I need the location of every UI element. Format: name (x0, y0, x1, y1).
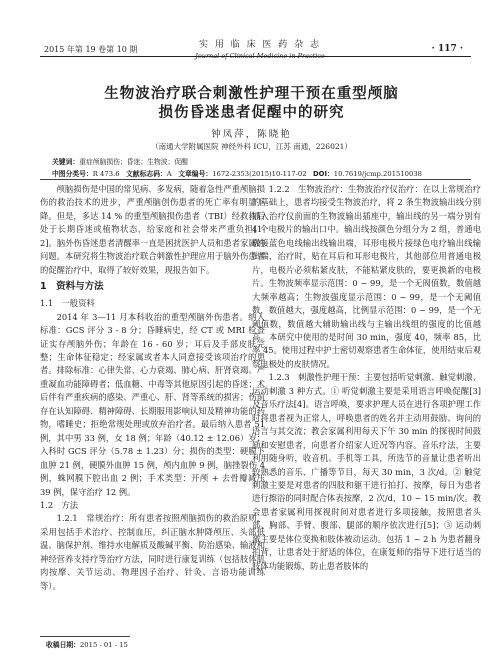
section-title: 1 资料与方法 (40, 281, 104, 293)
received-label: 收稿日期： (46, 641, 80, 649)
header-divider (40, 56, 471, 57)
article-no-label: 文章编号： (178, 170, 213, 178)
doi: 10.7619/jcmp.201510038 (333, 170, 422, 178)
classification-line (52, 168, 422, 178)
journal-name-cn: 实 用 临 床 医 药 杂 志 (198, 40, 322, 50)
intro-paragraph: 颅脑损伤是中国的常见病、多发病，随着急性严重颅脑损伤的救治技术的进步，严重颅脑创伤患者的死亡率有明显下降。但是，多达 14 % 的重型颅脑损伤患者（TBI）经救救后处于长期昏迷或植物状态，给家庭和社会带来严重负担[1-2]。脑外伤昏迷患者清醒率一直是困扰医护人员和患者家属的问题。本研究将生物波治疗联合刺激性护理应用于脑外伤患者的促醒治疗中，取得了较好效果，现报告如下。 (40, 184, 265, 275)
affiliation: （南通大学附属医院 神经外科 ICU，江苏 南通，226021） (151, 142, 352, 151)
subsection-title: 1.1 一般资料 (40, 298, 95, 309)
subsection-title: 1.2 方法 (40, 499, 79, 510)
keywords: 重症颅脑损伤；昏迷；生物波；促醒 (79, 158, 188, 166)
article-title-line1: 生物波治疗联合刺激性护理干预在重型颅脑 (104, 86, 399, 102)
doc-code-label: 文献标志码： (126, 170, 167, 178)
doi-label: DOI： (313, 170, 334, 178)
received-value: 2015 - 01 - 15 (79, 641, 128, 649)
received-date (46, 639, 128, 649)
paragraph-routine-treatment: 1.2.1 常规治疗：所有患者按照颅脑损伤的救治原则，采用包括手术治疗、控制血压，纠正脑水肿降颅压、头部低温、脑保护剂、维持水电解质及酸碱平衡、防治感染、输液和神经营养支持疗等治疗方法，同时进行康复训练（包括肢体肌肉按摩、关节运动、物理因子治疗、针灸、言语功能训练等）。 (40, 513, 265, 591)
authors: 钟凤萍，陈晓艳 (211, 129, 292, 140)
right-column (252, 183, 481, 573)
issue-info: 2015 年第 19 卷第 10 期 (44, 45, 138, 54)
page-number: · 117 · (431, 44, 463, 54)
journal-name-en: Journal of Clinical Medicine in Practice (195, 52, 325, 60)
meta-divider (40, 179, 471, 180)
paragraph-stimulation-nursing: 1.2.3 刺激性护理干预：主要包括听觉刺激、触觉刺激、运动刺激 3 种方式。① 听觉刺激主要是采用语言呼唤促醒[3]及音乐疗法[4]。语言呼唤，要求护理人员在进行各项护理工作时将患者视为正常人，呼唤患者的姓名并主动用鼓励、询问的语言与其交流；教会家属利用每天下午 30 min 的探视时间鼓励和安慰患者，向患者介绍家人近况等内容。音乐疗法，主要利用随身听，收音机、手机等工具，所选节的音量让患者听出较熟悉的音乐、广播等节目，每天 30 min，3 次/d。② 触觉刺激主要是对患者的四肢和躯干进行拍打、按摩，每日为患者进行擦浴的同时配合体表按摩，2 次/d，10 ~ 15 min/次。教会患者家属利用探视时间对患者进行多项接触，按照患者头部、胸部、手臂、腹部、腿部的顺序依次进行[5]；③ 运动刺激主要是体位变换和肢体被动运动。包括 1 ~ 2 h 为患者翻身拍背，让患者处于舒适的体位，在康复师的指导下进行适当的肢体功能锻炼，防止患者肢体的 (252, 372, 481, 571)
footnote-divider (40, 636, 130, 637)
classification: R 473.6 (92, 170, 120, 178)
keywords-line (52, 156, 188, 166)
article-no: 1672-2353(2015)10-117-02 (212, 170, 307, 178)
keywords-label: 关键词： (52, 158, 80, 166)
paragraph-general-data: 2014 年 3—11 月本科收治的重型颅脑外伤患者。纳入标准：GCS 评分 3 - 8 分；昏睡病史，经 CT 或 MRI 检查证实存颅脑外伤；年龄在 16 - 60 岁；耳后及手部皮肤完整；生命体征稳定；经家属或者本人同意接受该项治疗的患者。排除标准：心律失常、心力衰竭、肺心病、肝肾衰竭、严重凝血功能障碍者；低血糖、中毒等其他原因引起的昏迷；术后伴有严重疾病的感染、严重心、肝、肾等系统的损害；伤前存在认知障碍、精神障碍、长期服用影响认知及精神功能的药物，嗜睡史；拒绝常规处理或放弃治疗者。最后纳入患者 51 例，其中男 33 例，女 18 例；年龄（40.12 ± 12.06）岁；入科时 GCS 评分（5.78 ± 1.23）分；损伤的类型：硬膜下血肿 21 例，硬膜外血肿 15 例，颅内血肿 9 例，脑挫裂伤 4 例，蛛网膜下腔出血 2 例；手术类型：开颅 + 去骨瓣减压 39 例，保守治疗 12 例。 (40, 311, 265, 497)
left-column (40, 183, 265, 593)
article-title-line2: 损伤昏迷患者促醒中的研究 (158, 105, 345, 121)
paragraph-biowave-treatment: 1.2.2 生物波治疗：生物波治疗仪治疗：在以上常规治疗的基础上，患者均接受生物波治疗，将 2 条生物波输出线分别插入治疗仪前面的生物波输出插座中，输出线的另一端分别有 4 个电极片的输出口中。输出线按颜色分组分为 2 组，普通电极接蓝色电线输出线输出端，耳形电极片接绿色电疗输出线输出端，治疗时，贴在耳后和耳形电极片，其他部位用普通电极片，电极片必须粘紧皮肤，不能粘紧皮肤的，要更换新的电极片。生物波频率显示范围：0 ~ 99，是一个无阀值数，数值越大频率越高；生物波强度显示范围：0 ~ 99，是一个无阈值数，数值越大，强度越高，比例显示范围：0 ~ 99，是一个无阈值数，数值越大辅助输出线与主输出线组的强度的比值越高。本研究中使用的是时间 30 min，强度 40，频率 85，比率 45。使用过程中护士密切观察患者生命体征，使用结束后观察电极处的皮肤情况。 (252, 184, 481, 369)
classification-label: 中图分类号： (52, 170, 93, 178)
doc-code: A (166, 170, 172, 178)
